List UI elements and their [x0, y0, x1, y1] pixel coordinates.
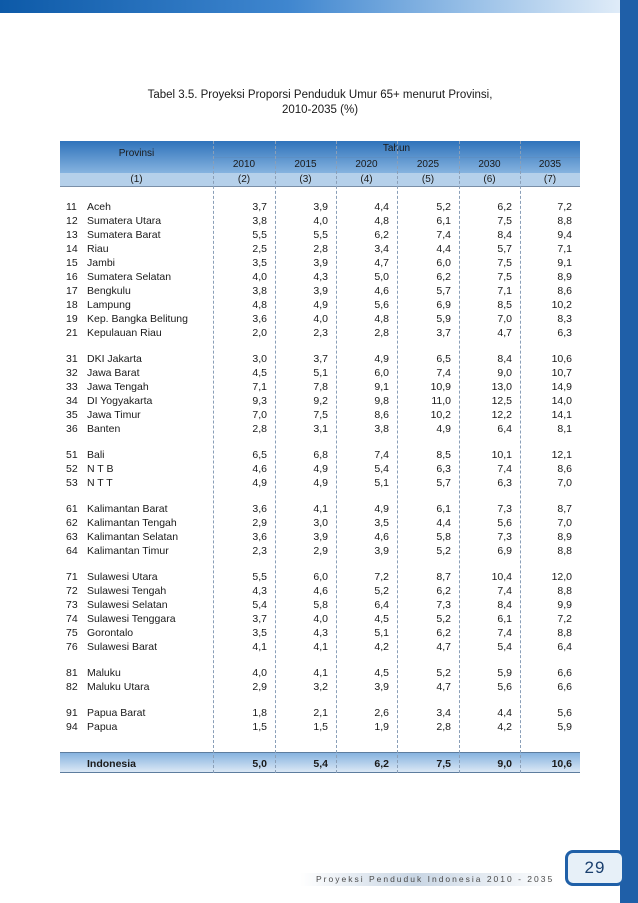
value-cell: 6,9: [436, 299, 451, 311]
value-cell: 4,9: [252, 477, 267, 489]
province-code: 34: [66, 395, 78, 407]
province-name: Sulawesi Utara: [87, 571, 158, 583]
column-number: (1): [130, 174, 143, 185]
province-code: 53: [66, 477, 78, 489]
province-code: 31: [66, 353, 78, 365]
value-cell: 2,8: [436, 721, 451, 733]
value-cell: 9,2: [313, 395, 328, 407]
column-number: (3): [299, 174, 312, 185]
value-cell: 5,6: [374, 299, 389, 311]
value-cell: 5,1: [374, 477, 389, 489]
value-cell: 3,9: [313, 201, 328, 213]
total-value: 7,5: [436, 758, 451, 770]
value-cell: 6,8: [313, 449, 328, 461]
value-cell: 4,0: [313, 313, 328, 325]
province-name: Kalimantan Tengah: [87, 517, 177, 529]
value-cell: 4,6: [252, 463, 267, 475]
value-cell: 8,5: [436, 449, 451, 461]
value-cell: 4,1: [313, 667, 328, 679]
value-cell: 4,5: [374, 613, 389, 625]
province-code: 81: [66, 667, 78, 679]
value-cell: 6,5: [436, 353, 451, 365]
province-code: 16: [66, 271, 78, 283]
value-cell: 4,5: [252, 367, 267, 379]
tahun-header: Tahun: [382, 143, 411, 154]
value-cell: 5,4: [374, 463, 389, 475]
province-name: Kepulauan Riau: [87, 327, 162, 339]
province-code: 14: [66, 243, 78, 255]
province-name: Maluku: [87, 667, 121, 679]
value-cell: 6,6: [557, 667, 572, 679]
value-cell: 10,7: [551, 367, 572, 379]
value-cell: 3,2: [313, 681, 328, 693]
value-cell: 12,1: [551, 449, 572, 461]
value-cell: 2,1: [313, 707, 328, 719]
value-cell: 4,7: [374, 257, 389, 269]
value-cell: 4,9: [313, 477, 328, 489]
value-cell: 3,0: [252, 353, 267, 365]
value-cell: 3,9: [374, 681, 389, 693]
value-cell: 5,2: [436, 667, 451, 679]
province-name: Sulawesi Barat: [87, 641, 158, 653]
province-name: Kalimantan Barat: [87, 503, 168, 515]
value-cell: 7,4: [497, 627, 512, 639]
value-cell: 8,7: [557, 503, 572, 515]
value-cell: 9,3: [252, 395, 267, 407]
value-cell: 5,7: [436, 285, 451, 297]
value-cell: 5,5: [313, 229, 328, 241]
value-cell: 7,2: [557, 613, 572, 625]
value-cell: 3,4: [436, 707, 451, 719]
province-code: 51: [66, 449, 78, 461]
value-cell: 6,2: [436, 627, 451, 639]
value-cell: 4,1: [313, 641, 328, 653]
value-cell: 3,9: [313, 257, 328, 269]
footer-running-title: Proyeksi Penduduk Indonesia 2010 - 2035: [300, 873, 555, 886]
page-number: 29: [565, 850, 625, 886]
province-code: 17: [66, 285, 78, 297]
value-cell: 4,8: [374, 313, 389, 325]
province-code: 91: [66, 707, 78, 719]
provinsi-header: Provinsi: [118, 148, 155, 159]
value-cell: 4,8: [252, 299, 267, 311]
province-name: DKI Jakarta: [87, 353, 142, 365]
value-cell: 7,5: [497, 271, 512, 283]
value-cell: 6,3: [557, 327, 572, 339]
value-cell: 7,8: [313, 381, 328, 393]
value-cell: 3,7: [313, 353, 328, 365]
province-code: 19: [66, 313, 78, 325]
province-name: Lampung: [87, 299, 131, 311]
value-cell: 2,9: [252, 681, 267, 693]
value-cell: 6,1: [497, 613, 512, 625]
value-cell: 6,0: [313, 571, 328, 583]
value-cell: 3,5: [252, 627, 267, 639]
value-cell: 8,8: [557, 215, 572, 227]
value-cell: 6,2: [436, 585, 451, 597]
value-cell: 4,9: [374, 503, 389, 515]
value-cell: 4,9: [313, 463, 328, 475]
value-cell: 5,2: [436, 545, 451, 557]
value-cell: 6,2: [497, 201, 512, 213]
value-cell: 2,0: [252, 327, 267, 339]
value-cell: 4,3: [252, 585, 267, 597]
province-code: 11: [66, 201, 77, 213]
table-subtitle: 2010-2035 (%): [281, 104, 359, 116]
value-cell: 6,2: [374, 229, 389, 241]
column-number: (2): [237, 174, 251, 185]
province-code: 12: [66, 215, 78, 227]
value-cell: 13,0: [491, 381, 512, 393]
value-cell: 2,8: [374, 327, 389, 339]
value-cell: 2,8: [313, 243, 328, 255]
value-cell: 2,3: [252, 545, 267, 557]
column-number: (6): [483, 174, 496, 185]
data-table: [60, 141, 580, 773]
province-code: 18: [66, 299, 78, 311]
value-cell: 9,0: [497, 367, 512, 379]
value-cell: 7,1: [557, 243, 572, 255]
value-cell: 4,2: [497, 721, 512, 733]
province-name: Sulawesi Tengah: [87, 585, 167, 597]
value-cell: 5,2: [374, 585, 389, 597]
value-cell: 4,9: [374, 353, 389, 365]
value-cell: 4,6: [374, 285, 389, 297]
province-name: Sumatera Utara: [87, 215, 162, 227]
value-cell: 12,5: [491, 395, 512, 407]
value-cell: 4,7: [436, 681, 451, 693]
year-header: 2020: [355, 159, 378, 170]
value-cell: 10,4: [491, 571, 512, 583]
value-cell: 9,9: [557, 599, 572, 611]
value-cell: 7,4: [436, 229, 451, 241]
province-name: Bengkulu: [87, 285, 131, 297]
value-cell: 3,5: [374, 517, 389, 529]
value-cell: 1,5: [313, 721, 328, 733]
value-cell: 4,7: [436, 641, 451, 653]
value-cell: 4,4: [436, 517, 451, 529]
province-code: 61: [66, 503, 78, 515]
value-cell: 5,8: [436, 531, 451, 543]
value-cell: 10,6: [551, 353, 572, 365]
value-cell: 7,0: [557, 477, 572, 489]
province-name: N T T: [87, 477, 113, 489]
value-cell: 9,1: [374, 381, 389, 393]
province-name: Kalimantan Timur: [87, 545, 169, 557]
value-cell: 9,1: [557, 257, 572, 269]
value-cell: 7,4: [436, 367, 451, 379]
value-cell: 2,8: [252, 423, 267, 435]
value-cell: 3,8: [252, 215, 267, 227]
province-code: 21: [66, 327, 78, 339]
value-cell: 7,3: [497, 531, 512, 543]
value-cell: 4,4: [436, 243, 451, 255]
province-code: 62: [66, 517, 78, 529]
province-name: Jawa Timur: [87, 409, 141, 421]
value-cell: 2,6: [374, 707, 389, 719]
value-cell: 4,3: [313, 627, 328, 639]
province-name: Jawa Barat: [87, 367, 140, 379]
year-header: 2030: [478, 159, 501, 170]
province-code: 94: [66, 721, 78, 733]
value-cell: 9,8: [374, 395, 389, 407]
province-code: 15: [66, 257, 78, 269]
value-cell: 5,1: [313, 367, 328, 379]
value-cell: 6,5: [252, 449, 267, 461]
value-cell: 4,3: [313, 271, 328, 283]
value-cell: 5,7: [497, 243, 512, 255]
value-cell: 4,4: [374, 201, 389, 213]
value-cell: 7,1: [252, 381, 267, 393]
total-value: 10,6: [551, 758, 572, 770]
value-cell: 14,0: [551, 395, 572, 407]
value-cell: 1,9: [374, 721, 389, 733]
value-cell: 5,9: [497, 667, 512, 679]
value-cell: 3,9: [374, 545, 389, 557]
province-code: 76: [66, 641, 78, 653]
value-cell: 7,1: [497, 285, 512, 297]
value-cell: 7,5: [497, 257, 512, 269]
total-value: 5,4: [313, 758, 328, 770]
value-cell: 8,4: [497, 229, 512, 241]
province-code: 33: [66, 381, 78, 393]
value-cell: 4,6: [374, 531, 389, 543]
value-cell: 10,2: [430, 409, 451, 421]
province-name: Sumatera Selatan: [87, 271, 172, 283]
province-name: Maluku Utara: [87, 681, 150, 693]
value-cell: 5,6: [497, 517, 512, 529]
value-cell: 5,4: [497, 641, 512, 653]
column-number: (4): [360, 174, 373, 185]
value-cell: 4,4: [497, 707, 512, 719]
value-cell: 2,3: [313, 327, 328, 339]
total-label: Indonesia: [87, 758, 137, 770]
value-cell: 4,0: [313, 613, 328, 625]
value-cell: 5,1: [374, 627, 389, 639]
value-cell: 10,2: [551, 299, 572, 311]
value-cell: 5,2: [436, 201, 451, 213]
province-code: 72: [66, 585, 78, 597]
value-cell: 7,3: [436, 599, 451, 611]
value-cell: 12,2: [491, 409, 512, 421]
province-name: DI Yogyakarta: [87, 395, 153, 407]
value-cell: 14,9: [551, 381, 572, 393]
header-bottom-line: [60, 186, 580, 187]
value-cell: 5,5: [252, 571, 267, 583]
province-name: Aceh: [87, 201, 111, 213]
value-cell: 3,7: [436, 327, 451, 339]
total-value: 6,2: [374, 758, 389, 770]
value-cell: 4,0: [252, 271, 267, 283]
province-code: 75: [66, 627, 78, 639]
value-cell: 4,8: [374, 215, 389, 227]
column-number: (5): [421, 174, 435, 185]
column-number: (7): [543, 174, 557, 185]
province-name: N T B: [87, 463, 114, 475]
value-cell: 3,8: [252, 285, 267, 297]
value-cell: 7,4: [497, 585, 512, 597]
value-cell: 10,1: [491, 449, 512, 461]
value-cell: 1,5: [252, 721, 267, 733]
province-name: Kep. Bangka Belitung: [87, 313, 188, 325]
value-cell: 10,9: [430, 381, 451, 393]
province-code: 64: [66, 545, 78, 557]
value-cell: 7,0: [557, 517, 572, 529]
value-cell: 4,6: [313, 585, 328, 597]
value-cell: 6,0: [436, 257, 451, 269]
province-name: Papua: [87, 721, 118, 733]
province-name: Kalimantan Selatan: [87, 531, 179, 543]
value-cell: 5,5: [252, 229, 267, 241]
value-cell: 11,0: [431, 395, 451, 407]
province-code: 71: [66, 571, 78, 583]
value-cell: 8,8: [557, 545, 572, 557]
value-cell: 8,6: [557, 463, 572, 475]
value-cell: 4,0: [252, 667, 267, 679]
province-name: Jambi: [87, 257, 116, 269]
value-cell: 7,0: [252, 409, 267, 421]
value-cell: 6,1: [436, 503, 451, 515]
value-cell: 6,3: [436, 463, 451, 475]
province-name: Bali: [87, 449, 105, 461]
total-value: 9,0: [497, 758, 512, 770]
province-name: Papua Barat: [87, 707, 146, 719]
year-header: 2035: [538, 159, 562, 170]
value-cell: 4,0: [313, 215, 328, 227]
value-cell: 6,4: [374, 599, 389, 611]
value-cell: 2,9: [313, 545, 328, 557]
value-cell: 3,0: [313, 517, 328, 529]
value-cell: 5,0: [374, 271, 389, 283]
value-cell: 5,9: [557, 721, 572, 733]
value-cell: 7,4: [497, 463, 512, 475]
value-cell: 4,9: [313, 299, 328, 311]
right-decorative-bar: [620, 0, 638, 903]
province-name: Riau: [87, 243, 109, 255]
year-header: 2015: [294, 159, 317, 170]
value-cell: 7,5: [497, 215, 512, 227]
value-cell: 8,4: [497, 599, 512, 611]
value-cell: 4,7: [497, 327, 512, 339]
value-cell: 8,3: [557, 313, 572, 325]
value-cell: 5,6: [557, 707, 572, 719]
value-cell: 3,9: [313, 531, 328, 543]
province-code: 82: [66, 681, 78, 693]
value-cell: 5,2: [436, 613, 451, 625]
value-cell: 9,4: [557, 229, 572, 241]
value-cell: 8,6: [557, 285, 572, 297]
top-decorative-bar: [0, 0, 638, 13]
province-code: 36: [66, 423, 78, 435]
value-cell: 14,1: [551, 409, 572, 421]
value-cell: 4,2: [374, 641, 389, 653]
province-name: Banten: [87, 423, 121, 435]
province-code: 63: [66, 531, 78, 543]
province-code: 73: [66, 599, 78, 611]
value-cell: 2,9: [252, 517, 267, 529]
province-code: 35: [66, 409, 78, 421]
province-name: Jawa Tengah: [87, 381, 149, 393]
value-cell: 6,4: [497, 423, 512, 435]
value-cell: 3,7: [252, 201, 267, 213]
value-cell: 8,9: [557, 271, 572, 283]
total-value: 5,0: [252, 758, 267, 770]
value-cell: 5,4: [252, 599, 267, 611]
value-cell: 7,4: [374, 449, 389, 461]
province-name: Gorontalo: [87, 627, 134, 639]
value-cell: 7,0: [497, 313, 512, 325]
year-header: 2025: [416, 159, 440, 170]
value-cell: 3,1: [313, 423, 328, 435]
value-cell: 6,6: [557, 681, 572, 693]
value-cell: 3,9: [313, 285, 328, 297]
value-cell: 4,9: [436, 423, 451, 435]
value-cell: 3,8: [374, 423, 389, 435]
province-name: Sulawesi Tenggara: [87, 613, 176, 625]
province-code: 13: [66, 229, 78, 241]
value-cell: 7,2: [557, 201, 572, 213]
value-cell: 8,5: [497, 299, 512, 311]
value-cell: 2,5: [252, 243, 267, 255]
value-cell: 5,6: [497, 681, 512, 693]
province-name: Sulawesi Selatan: [87, 599, 168, 611]
value-cell: 7,5: [313, 409, 328, 421]
value-cell: 4,1: [313, 503, 328, 515]
value-cell: 3,4: [374, 243, 389, 255]
province-name: Sumatera Barat: [87, 229, 161, 241]
value-cell: 3,7: [252, 613, 267, 625]
value-cell: 6,4: [557, 641, 572, 653]
value-cell: 1,8: [252, 707, 267, 719]
table-title: Tabel 3.5. Proyeksi Proporsi Penduduk Umur 65+ menurut Provinsi,: [147, 89, 493, 101]
value-cell: 8,1: [557, 423, 572, 435]
value-cell: 8,7: [436, 571, 451, 583]
value-cell: 6,9: [497, 545, 512, 557]
value-cell: 3,6: [252, 503, 267, 515]
value-cell: 5,8: [313, 599, 328, 611]
value-cell: 6,3: [497, 477, 512, 489]
value-cell: 12,0: [551, 571, 572, 583]
value-cell: 8,8: [557, 585, 572, 597]
value-cell: 4,1: [252, 641, 267, 653]
province-code: 52: [66, 463, 78, 475]
value-cell: 8,6: [374, 409, 389, 421]
province-code: 32: [66, 367, 78, 379]
value-cell: 6,1: [436, 215, 451, 227]
value-cell: 5,7: [436, 477, 451, 489]
value-cell: 3,6: [252, 313, 267, 325]
province-code: 74: [66, 613, 78, 625]
value-cell: 7,2: [374, 571, 389, 583]
value-cell: 3,5: [252, 257, 267, 269]
value-cell: 8,8: [557, 627, 572, 639]
value-cell: 6,2: [436, 271, 451, 283]
value-cell: 3,6: [252, 531, 267, 543]
value-cell: 8,4: [497, 353, 512, 365]
value-cell: 4,5: [374, 667, 389, 679]
value-cell: 5,9: [436, 313, 451, 325]
year-header: 2010: [232, 159, 256, 170]
value-cell: 7,3: [497, 503, 512, 515]
value-cell: 6,0: [374, 367, 389, 379]
value-cell: 8,9: [557, 531, 572, 543]
